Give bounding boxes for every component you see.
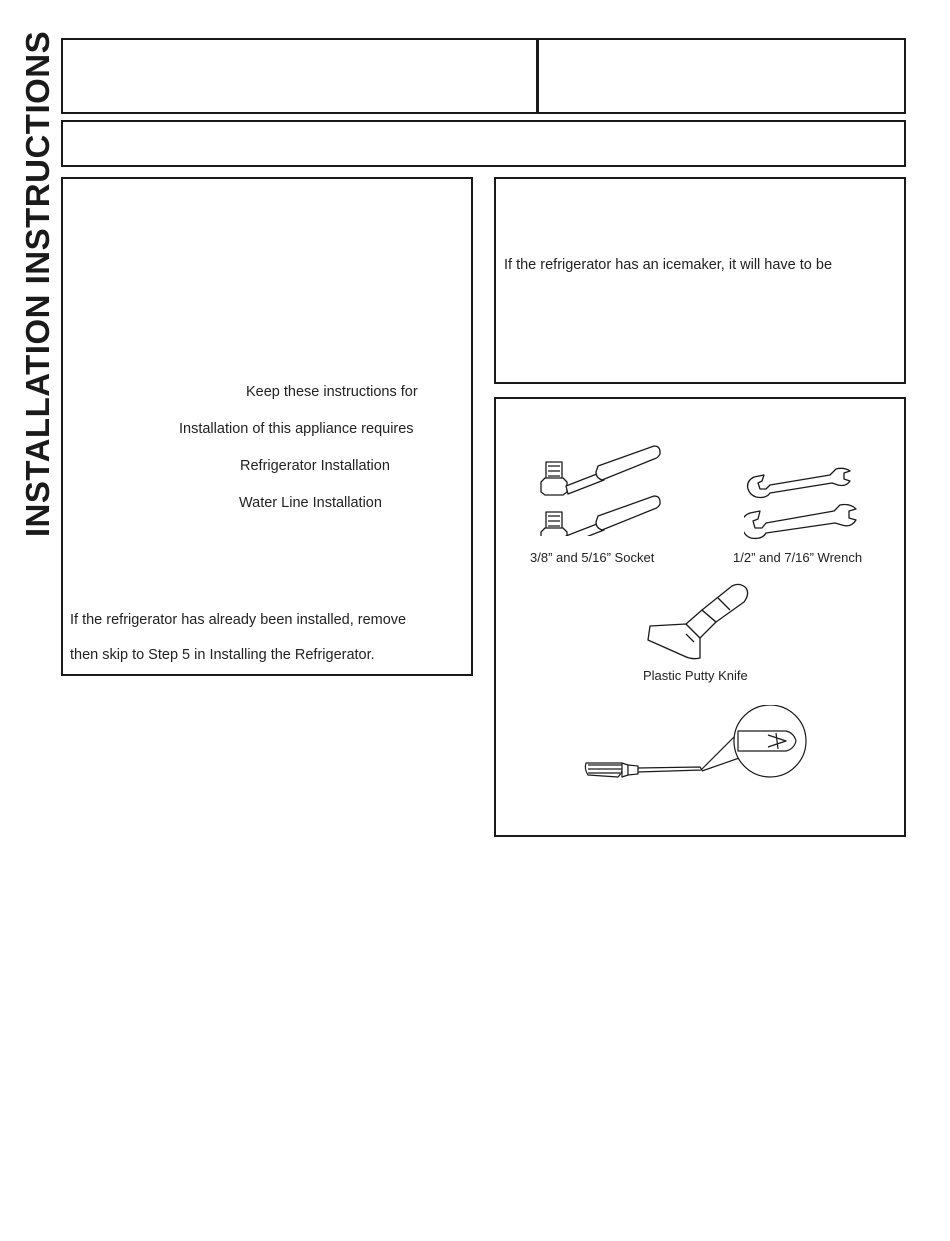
- keep-instructions-text: Keep these instructions for: [246, 384, 418, 400]
- requires-text: Installation of this appliance requires: [179, 421, 414, 437]
- subheader-box: [61, 120, 906, 167]
- water-line-installation-item: Water Line Installation: [239, 495, 382, 511]
- socket-label: 3/8” and 5/16” Socket: [530, 550, 655, 565]
- putty-knife-icon: [642, 582, 750, 664]
- tools-section: [494, 397, 906, 837]
- already-installed-text-2: then skip to Step 5 in Installing the Refrigerator.: [70, 647, 375, 663]
- side-title: [16, 30, 60, 538]
- header-box: [61, 38, 906, 114]
- refrigerator-installation-item: Refrigerator Installation: [240, 458, 390, 474]
- already-installed-text-1: If the refrigerator has already been installed, remove: [70, 612, 407, 628]
- icemaker-text: If the refrigerator has an icemaker, it will have to be: [504, 257, 833, 273]
- side-title-text: INSTALLATION INSTRUCTIONS: [19, 30, 56, 538]
- header-divider: [536, 40, 539, 112]
- socket-wrench-icon: [532, 444, 668, 536]
- open-end-wrench-icon: [744, 465, 868, 545]
- phillips-screwdriver-icon: [582, 705, 812, 785]
- intro-section: [61, 177, 473, 676]
- icemaker-section: [494, 177, 906, 384]
- putty-knife-label: Plastic Putty Knife: [643, 668, 748, 683]
- wrench-label: 1/2” and 7/16” Wrench: [733, 550, 863, 565]
